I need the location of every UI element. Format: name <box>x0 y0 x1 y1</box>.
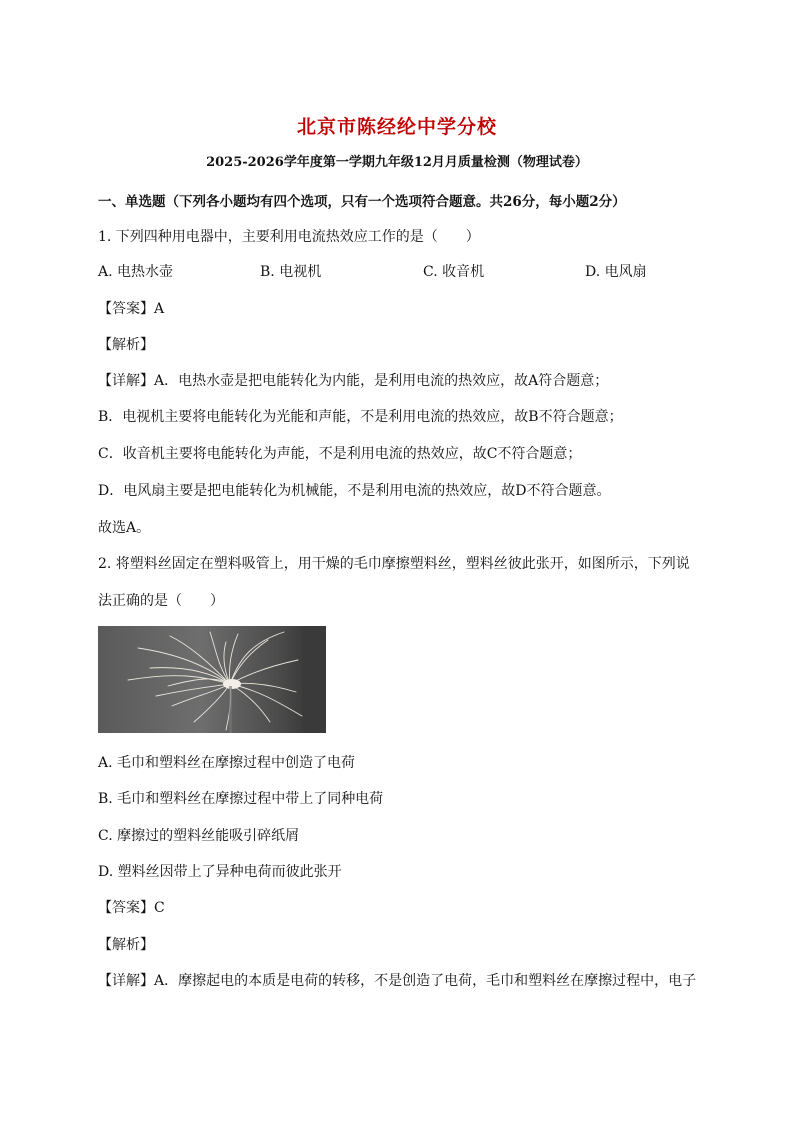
q1-answer: 【答案】A <box>98 301 165 317</box>
q1-detail-d: D．电风扇主要是把电能转化为机械能，不是利用电流的热效应，故D不符合题意。 <box>98 483 611 499</box>
q2-option-d: D. 塑料丝因带上了异种电荷而彼此张开 <box>98 864 342 880</box>
q2-analysis-label: 【解析】 <box>98 937 154 953</box>
q1-detail-a: 【详解】A．电热水壶是把电能转化为内能，是利用电流的热效应，故A符合题意； <box>98 373 609 389</box>
q2-option-c: C. 摩擦过的塑料丝能吸引碎纸屑 <box>98 828 300 844</box>
school-name: 北京市陈经纶中学分校 <box>296 116 497 138</box>
q2-stem-line2: 法正确的是（ ） <box>98 593 224 609</box>
q1-analysis-label: 【解析】 <box>98 337 154 353</box>
q2-detail: 【详解】A．摩擦起电的本质是电荷的转移，不是创造了电荷，毛巾和塑料丝在摩擦过程中，电子 <box>98 973 697 989</box>
q1-option-b: B. 电视机 <box>260 264 322 280</box>
q1-conclusion: 故选A。 <box>98 520 151 536</box>
q2-option-a: A. 毛巾和塑料丝在摩擦过程中创造了电荷 <box>98 755 356 771</box>
q1-detail-b: B．电视机主要将电能转化为光能和声能，不是利用电流的热效应，故B不符合题意； <box>98 409 623 425</box>
q2-answer: 【答案】C <box>98 900 165 916</box>
q1-stem: 1. 下列四种用电器中，主要利用电流热效应工作的是（ ） <box>98 229 480 245</box>
section-title: 一、单选题（下列各小题均有四个选项，只有一个选项符合题意。共26分，每小题2分） <box>98 194 626 210</box>
exam-title: 2025-2026学年度第一学期九年级12月月质量检测（物理试卷） <box>206 155 588 170</box>
q1-options <box>98 261 698 281</box>
q1-option-c: C. 收音机 <box>423 264 485 280</box>
q1-option-d: D. 电风扇 <box>585 264 647 280</box>
q2-stem-line1: 2. 将塑料丝固定在塑料吸管上，用干燥的毛巾摩擦塑料丝，塑料丝彼此张开，如图所示，下列说 <box>98 556 690 572</box>
q1-detail-c: C．收音机主要将电能转化为声能，不是利用电流的热效应，故C不符合题意； <box>98 446 582 462</box>
q1-option-a: A. 电热水壶 <box>98 264 174 280</box>
q2-option-b: B. 毛巾和塑料丝在摩擦过程中带上了同种电荷 <box>98 791 384 807</box>
plastic-strands-photo <box>98 626 326 733</box>
